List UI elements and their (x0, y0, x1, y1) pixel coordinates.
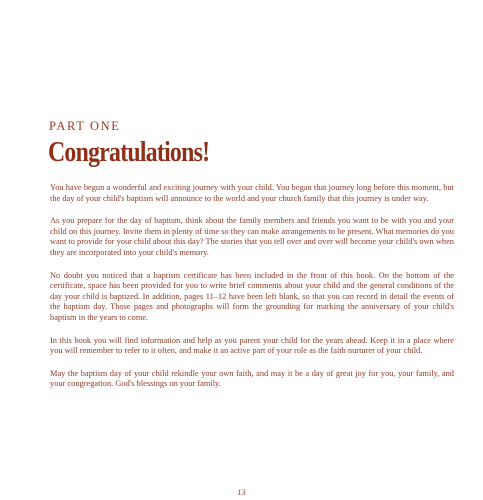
body-text (50, 183, 454, 402)
paragraph-intro: You have begun a wonderful and exciting journey with your child. You began that journey long before this moment, but the day of your child's baptism will announce to the world and your church family that this journey is under way. (50, 183, 454, 203)
paragraph-preparation: As you prepare for the day of baptism, think about the family members and friends you want to be with you and your child on this journey. Invite them in plenty of time so they can make arrangements to be present. What memories do you want to provide for your child about this day? The stories that you tell over and over will become your child's own when they are incorporated into your child's memory. (50, 216, 454, 257)
page-title: Congratulations! (48, 136, 210, 168)
page-number: 13 (237, 487, 246, 497)
part-label: PART ONE (49, 119, 121, 133)
paragraph-blessing: May the baptism day of your child rekindle your own faith, and may it be a day of great joy for you, your family, and your congregation. God's blessings on your family. (50, 368, 454, 389)
paragraph-book-help: In this book you will find information and help as you parent your child for the years ahead. Keep it in a place where you will remember to refer to it often, and make it an active part of your role as the faith nurturer of your child. (50, 335, 454, 356)
paragraph-certificate: No doubt you noticed that a baptism certificate has been included in the front of this book. On the bottom of the certificate, space has been provided for you to write brief comments about your child and the general conditions of the day your child is baptized. In addition, pages 11–12 have been left blank, so that you can record in detail the events of the baptism day. Those pages and photographs will form the grounding for marking the anniversary of your child's baptism in the years to come. (50, 270, 454, 322)
